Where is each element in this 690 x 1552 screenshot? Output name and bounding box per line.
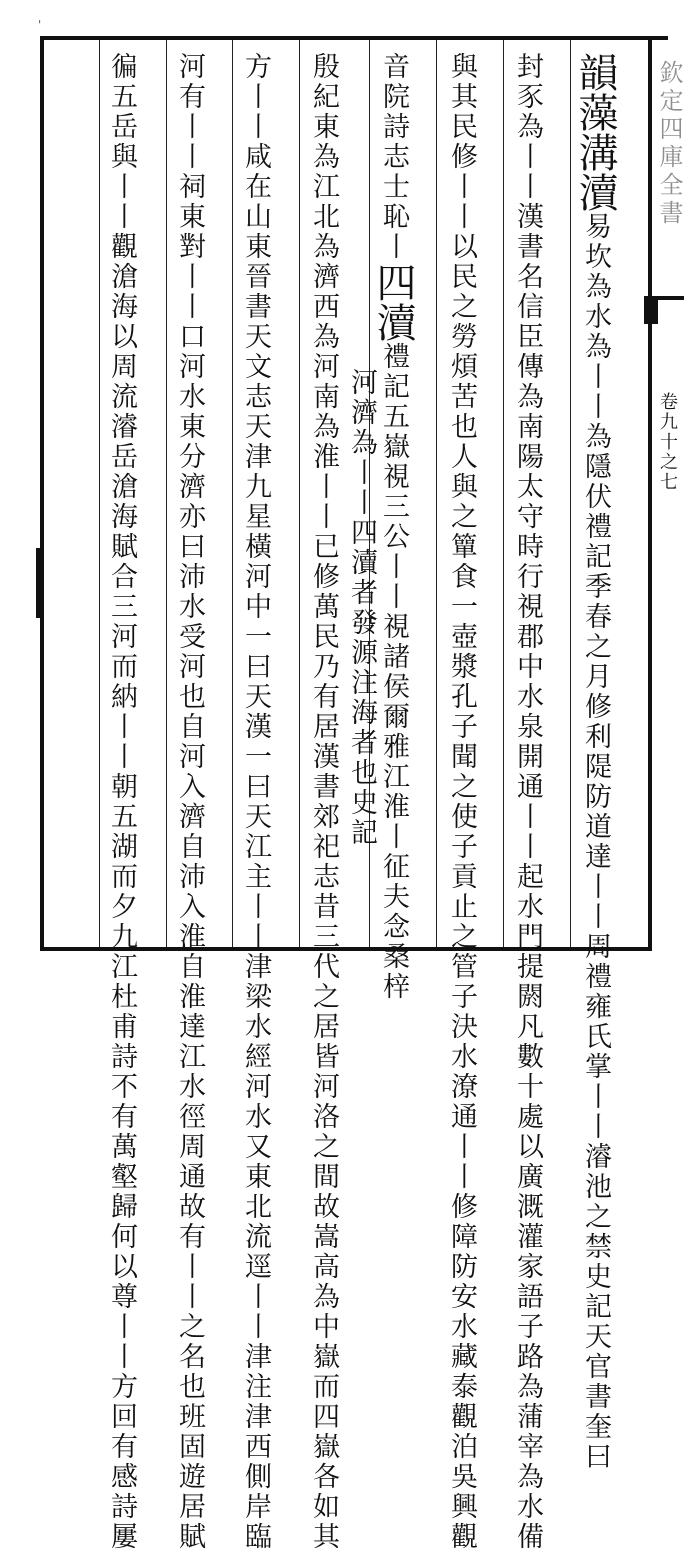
fish-tail-mark: [644, 300, 658, 324]
column-rule: [299, 40, 300, 947]
section-heading: 四瀆: [370, 262, 416, 342]
column-text: 方丨丨咸在山東晉書天文志天津九星橫河中一曰天漢一曰天江主丨丨津梁水經河水又東北流逕丨丨津注津西側岸臨: [240, 52, 271, 1552]
column-text: 音院詩志士恥丨: [378, 52, 409, 262]
column-text: 易坎為水為丨丨為隱伏禮記季春之月修利隄防道達丨丨周禮雍氏掌丨丨濬池之禁史記天官書奎曰: [580, 212, 611, 1472]
column-text: 封豕為丨丨漢書名信臣傳為南陽太守時行視郡中水泉開通丨丨起水門提閼凡數十處以廣溉灌家語子路為蒲宰為水備: [512, 52, 543, 1552]
column-rule: [232, 40, 233, 947]
column-text: 殷紀東為江北為濟西為河南為淮丨丨已修萬民乃有居漢書郊祀志昔三代之居皆河洛之間故嵩高為中嶽而四嶽各如其: [308, 52, 339, 1552]
text-column: [306, 52, 340, 1552]
column-text: 徧五岳與丨丨觀滄海以周流濬岳滄海賦合三河而納丨丨朝五湖而夕九江杜甫詩不有萬壑歸何以尊丨丨方回有感詩屢: [106, 52, 137, 1552]
column-rule: [436, 40, 437, 947]
column-rule: [570, 40, 571, 947]
column-rule: [166, 40, 167, 947]
text-column: [104, 52, 138, 1552]
column-text: 河有丨丨祠東對丨丨口河水東分濟亦曰沛水受河也自河入濟自沛入淮自淮達江水徑周通故有丨丨之名也班固遊居賦: [174, 52, 205, 1552]
section-heading: 溝瀆: [572, 132, 618, 212]
text-column: [370, 52, 416, 1002]
column-rule: [503, 40, 504, 947]
text-column: [172, 52, 206, 1552]
juan-number: 卷九十之七: [657, 392, 678, 492]
text-column: [344, 368, 378, 848]
column-text: 河濟為丨丨四瀆者發源注海者也史記: [346, 368, 377, 848]
column-text: 禮記五嶽視三公丨丨視諸侯爾雅江淮丨征夫念桑梓: [378, 342, 409, 1002]
column-rule: [99, 40, 100, 947]
section-heading: 韻藻: [572, 52, 618, 132]
text-column: [572, 52, 618, 1472]
text-column: [444, 52, 478, 1552]
left-margin-mark: [36, 548, 41, 618]
text-column: [238, 52, 272, 1552]
corner-mark: ': [38, 18, 42, 32]
text-column: [510, 52, 544, 1552]
running-title: 欽定四庫全書: [655, 60, 683, 228]
column-text: 與其民修丨丨以民之勞煩苦也人與之簞食一壺漿孔子聞之使子貢止之管子決水潦通丨丨修障防安水藏泰觀泊吳興觀: [446, 52, 477, 1552]
